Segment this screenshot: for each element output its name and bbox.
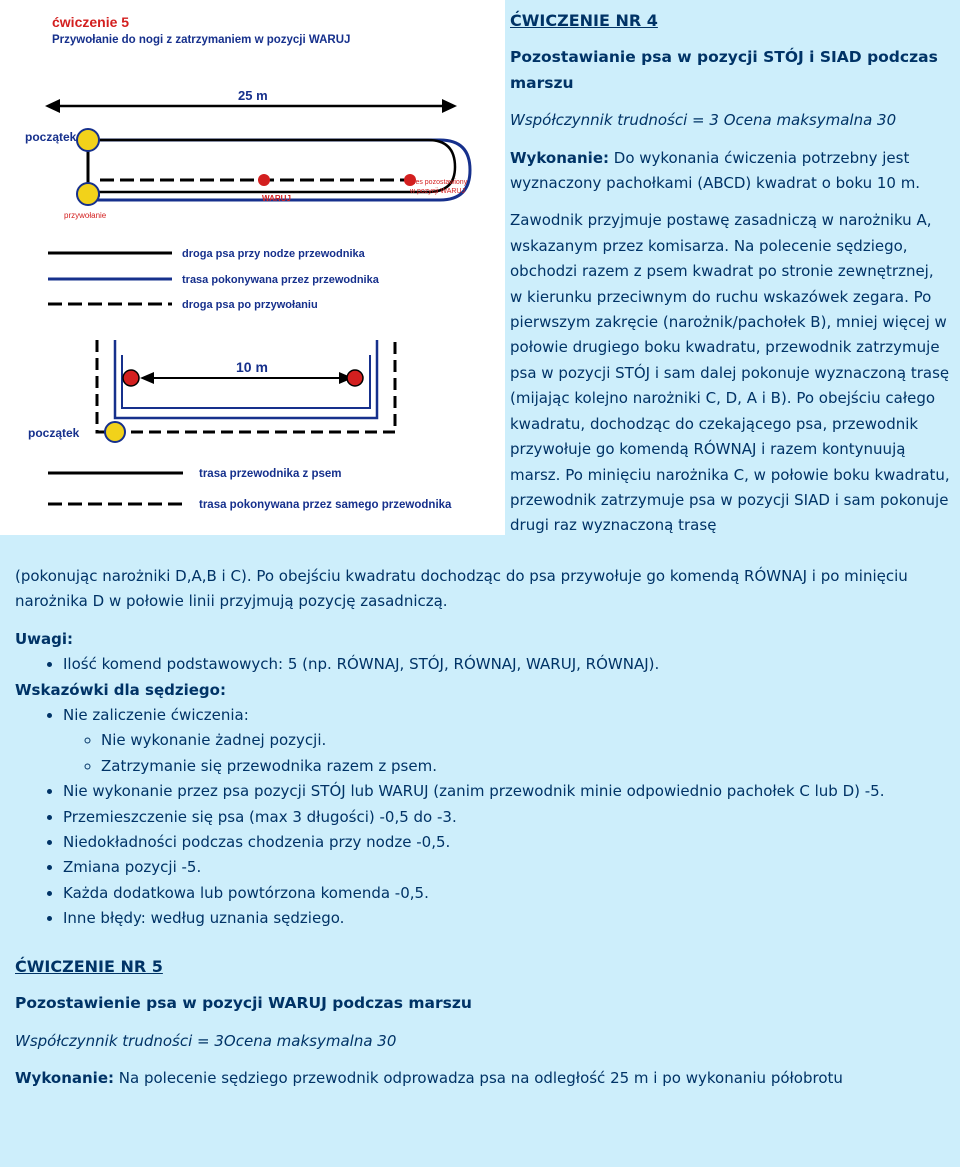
start-marker-icon	[77, 129, 99, 151]
notes-list	[15, 652, 950, 677]
tips-item: • Nie wykonanie przez psa pozycji STÓJ lub WARUJ (zanim przewodnik minie odpowiednio pachołek C lub D) -5.	[63, 779, 950, 804]
exercise4-execution	[510, 146, 950, 197]
arrow-left-icon	[45, 99, 60, 113]
legend-alone: trasa pokonywana przez samego przewodnika	[199, 499, 452, 511]
start-label-mid: początek	[28, 426, 80, 440]
tips-item	[63, 703, 950, 779]
tips-item: • Przemieszczenie się psa (max 3 długości) -0,5 do -3.	[63, 805, 950, 830]
lower-content	[15, 564, 950, 1091]
execution-text: Do wykonania ćwiczenia potrzebny jest wyznaczony pachołkami (ABCD) kwadrat o boku 10 m.	[510, 148, 921, 193]
start-label-top: początek	[25, 130, 77, 144]
legend-recall: droga psa po przywołaniu	[182, 299, 318, 311]
arrow-left-icon-2	[140, 372, 154, 384]
recall-marker-icon	[77, 183, 99, 205]
dog-route	[88, 140, 455, 192]
exercise4-title: ĆWICZENIE NR 4	[510, 11, 658, 30]
exercise-diagram	[0, 0, 505, 535]
execution-label: Wykonanie:	[510, 148, 609, 167]
recall-label: przywołanie	[64, 211, 107, 220]
tips-item-text: Nie zaliczenie ćwiczenia:	[63, 706, 249, 725]
dog-label-2: w pozycji WARUJ	[410, 188, 465, 195]
tips-item: • Inne błędy: według uznania sędziego.	[63, 906, 950, 931]
tips-item: • Każda dodatkowa lub powtórzona komenda -0,5.	[63, 881, 950, 906]
arrow-right-icon	[442, 99, 457, 113]
distance-label-10: 10 m	[236, 359, 268, 375]
exercise5-score: Współczynnik trudności = 3Ocena maksymalna 30	[15, 1031, 397, 1050]
exercise4-right-column	[510, 8, 950, 539]
tips-item: • Niedokładności podczas chodzenia przy nodze -0,5.	[63, 830, 950, 855]
legend-heel: droga psa przy nodze przewodnika	[182, 248, 365, 260]
diagram-title: ćwiczenie 5	[52, 14, 130, 30]
dog-label-1: pies pozostawiony	[410, 179, 468, 186]
waruj-dot-icon	[258, 174, 270, 186]
exercise5-title: ĆWICZENIE NR 5	[15, 956, 163, 976]
notes-heading: Uwagi:	[15, 629, 74, 648]
notes-item: • Ilość komend podstawowych: 5 (np. RÓWNAJ, STÓJ, RÓWNAJ, WARUJ, RÓWNAJ).	[63, 652, 950, 677]
exercise4-body-continued: (pokonując narożniki D,A,B i C). Po obejściu kwadratu dochodząc do psa przywołuje go komendą RÓWNAJ i po minięciu narożnika D w połowie linii przyjmują pozycję zasadniczą.	[15, 567, 908, 611]
cone-b-icon	[347, 370, 363, 386]
legend-handler: trasa pokonywana przez przewodnika	[182, 274, 379, 286]
exercise5-execution	[15, 1066, 950, 1091]
tips-subitem: ◦ Zatrzymanie się przewodnika razem z psem.	[101, 754, 950, 779]
tips-item: • Zmiana pozycji -5.	[63, 855, 950, 880]
exercise5-execution-label: Wykonanie:	[15, 1068, 114, 1087]
waruj-label: WARUJ	[262, 194, 291, 203]
exercise4-subtitle: Pozostawianie psa w pozycji STÓJ i SIAD podczas marszu	[510, 48, 938, 92]
legend-with-dog: trasa przewodnika z psem	[199, 468, 342, 480]
tips-subitem: ◦ Nie wykonanie żadnej pozycji.	[101, 728, 950, 753]
exercise5-subtitle: Pozostawienie psa w pozycji WARUJ podczas marszu	[15, 994, 472, 1013]
tips-heading: Wskazówki dla sędziego:	[15, 680, 226, 699]
cone-a-icon	[123, 370, 139, 386]
exercise4-score: Współczynnik trudności = 3 Ocena maksymalna 30	[510, 111, 897, 130]
tips-list	[15, 703, 950, 932]
diagram-subtitle: Przywołanie do nogi z zatrzymaniem w pozycji WARUJ	[52, 34, 351, 46]
exercise5-execution-text: Na polecenie sędziego przewodnik odprowadza psa na odległość 25 m i po wykonaniu półobrotu	[114, 1068, 843, 1087]
distance-label-25: 25 m	[238, 88, 268, 103]
diagram-svg	[0, 0, 505, 535]
start-marker-icon-2	[105, 422, 125, 442]
exercise4-body: Zawodnik przyjmuje postawę zasadniczą w narożniku A, wskazanym przez komisarza. Na polecenie sędziego, obchodzi razem z psem kwadrat po stronie zewnętrznej, w kierunku przeciwnym do ruchu wskazówek zegara. Po pierwszym zakręcie (narożnik/pachołek B), mniej więcej w połowie drugiego boku kwadratu, przewodnik zatrzymuje psa w pozycji STÓJ i sam dalej pokonuje wyznaczoną trasę (mijając kolejno narożniki C, D, A i B). Po obejściu całego kwadratu, dochodząc do czekającego psa, przewodnik przywołuje go komendą RÓWNAJ i razem kontynuują marsz. Po minięciu narożnika C, w połowie boku kwadratu, przewodnik zatrzymuje psa w pozycji SIAD i sam pokonuje drugi raz wyznaczoną trasę	[510, 211, 950, 535]
tips-sublist	[63, 728, 950, 779]
